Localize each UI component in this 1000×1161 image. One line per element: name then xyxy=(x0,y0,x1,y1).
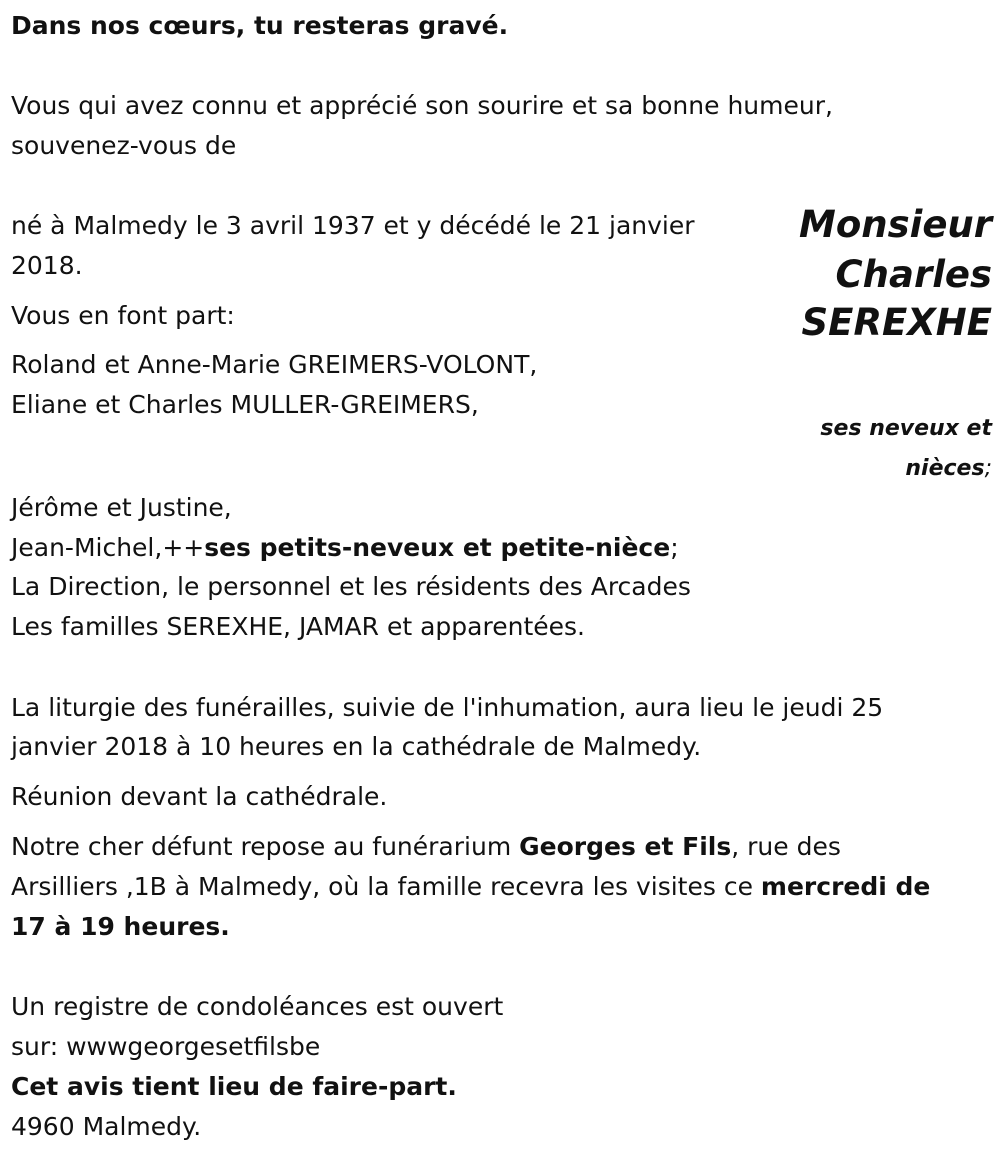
funeral-line-2: janvier 2018 à 10 heures en la cathédrale de Malmedy. xyxy=(11,732,702,761)
family-member-names: Jean-Michel,++ xyxy=(11,533,205,562)
announcement-intro: Vous en font part: xyxy=(11,301,235,330)
notice-line: Cet avis tient lieu de faire-part. xyxy=(11,1072,457,1101)
location-line: 4960 Malmedy. xyxy=(11,1112,202,1141)
funeral-line-1: La liturgie des funérailles, suivie de l'inhumation, aura lieu le jeudi 25 xyxy=(11,693,884,722)
repose-prefix: Notre cher défunt repose au funérarium xyxy=(11,832,520,861)
meeting-line: Réunion devant la cathédrale. xyxy=(11,782,388,811)
family-member-line xyxy=(11,528,679,568)
deceased-title: Monsieur xyxy=(799,203,992,246)
relation-label-line-2 xyxy=(905,449,992,489)
family-member-line: Roland et Anne-Marie GREIMERS-VOLONT, xyxy=(11,350,538,379)
visit-day: mercredi de xyxy=(760,872,931,901)
family-member-line: Jérôme et Justine, xyxy=(11,493,232,522)
condolences-line-2: sur: wwwgeorgesetfilsbe xyxy=(11,1032,321,1061)
deceased-last-name: SEREXHE xyxy=(801,301,992,344)
birth-death-line-1: né à Malmedy le 3 avril 1937 et y décédé le 21 janvier xyxy=(11,211,695,240)
others-line: Les familles SEREXHE, JAMAR et apparentées. xyxy=(11,612,585,641)
intro-line-2: souvenez-vous de xyxy=(11,131,237,160)
family-member-line: Eliane et Charles MULLER-GREIMERS, xyxy=(11,390,479,419)
deceased-first-name: Charles xyxy=(835,253,992,296)
relation-punct: ; xyxy=(670,533,679,562)
relation-label-line-1: ses neveux et xyxy=(820,416,992,441)
visit-hours: 17 à 19 heures. xyxy=(11,912,230,941)
relation-label-text: nièces xyxy=(905,456,985,481)
relation-label-inline: ses petits-neveux et petite-nièce xyxy=(204,533,671,562)
relation-punct: ; xyxy=(984,456,992,481)
others-line: La Direction, le personnel et les résidents des Arcades xyxy=(11,572,691,601)
repose-line-2 xyxy=(11,867,930,907)
repose-address: Arsilliers ,1B à Malmedy, où la famille recevra les visites ce xyxy=(11,872,761,901)
repose-line-1 xyxy=(11,827,841,867)
obituary-heading: Dans nos cœurs, tu resteras gravé. xyxy=(11,11,509,40)
funeral-home-name: Georges et Fils xyxy=(519,832,732,861)
birth-death-line-2: 2018. xyxy=(11,251,83,280)
intro-line-1: Vous qui avez connu et apprécié son sourire et sa bonne humeur, xyxy=(11,91,833,120)
condolences-line-1: Un registre de condoléances est ouvert xyxy=(11,992,504,1021)
repose-suffix: , rue des xyxy=(731,832,841,861)
